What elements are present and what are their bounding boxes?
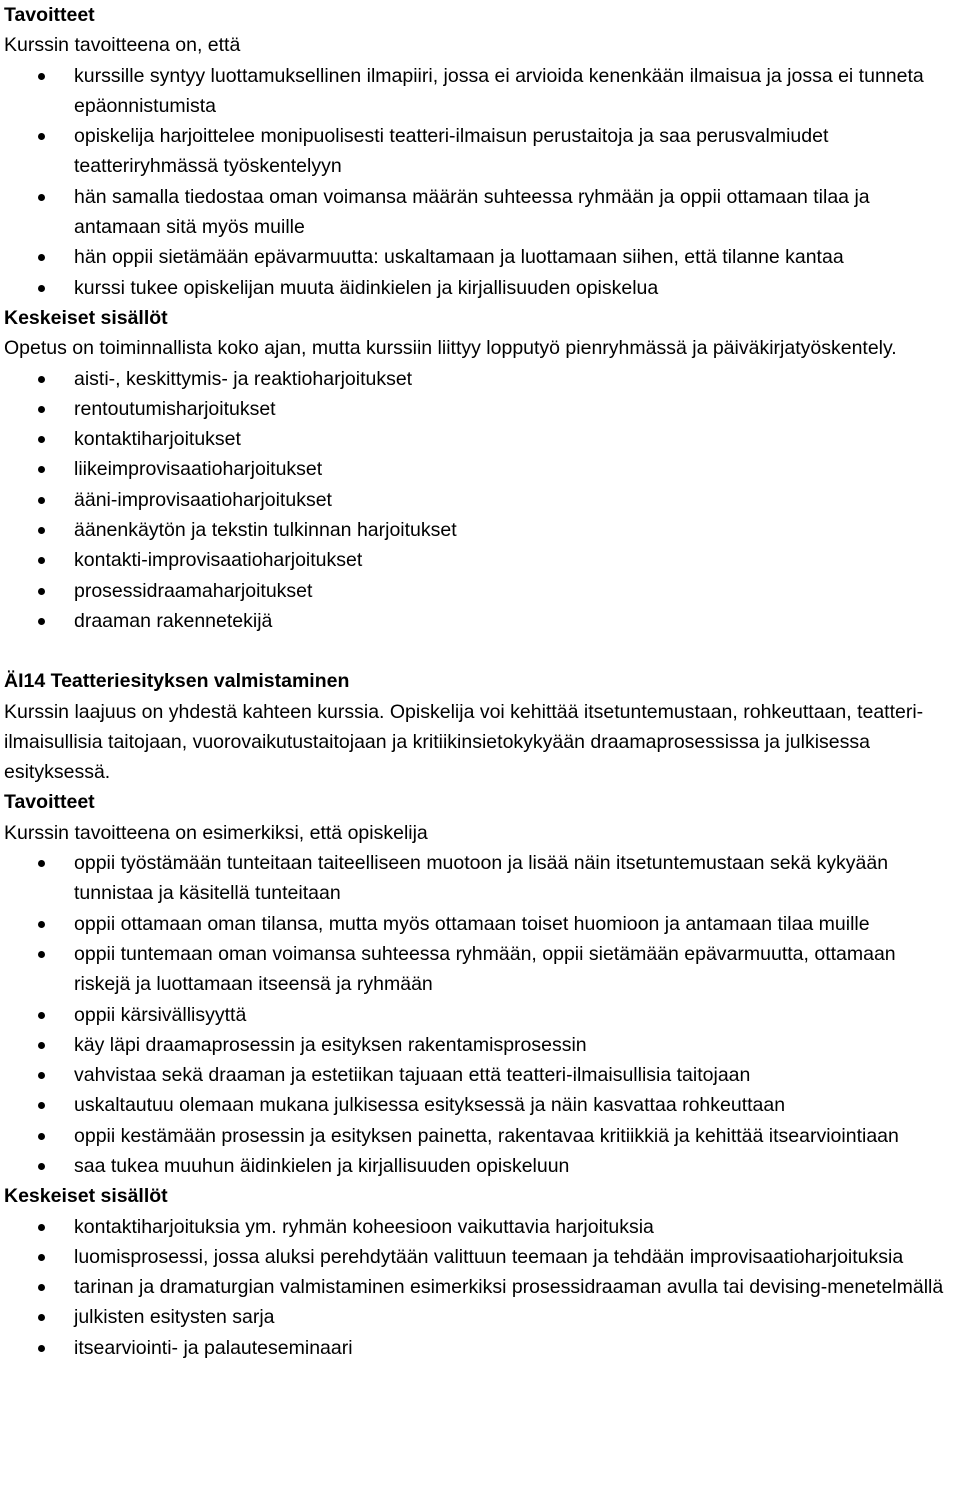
section-heading: Keskeiset sisällöt [4,306,168,329]
list-item: julkisten esitysten sarja [4,1302,956,1332]
list-item: oppii kärsivällisyyttä [4,1000,956,1030]
section-objectives-1 [4,0,956,303]
section-intro: Opetus on toiminnallista koko ajan, mutta kurssiin liittyy lopputyö pienryhmässä ja päiväkirjatyöskentely. [4,337,897,360]
list-item: itsearviointi- ja palauteseminaari [4,1333,956,1363]
list-item: oppii ottamaan oman tilansa, mutta myös ottamaan toiset huomioon ja antamaan tilaa muille [4,909,956,939]
section-intro: Kurssin tavoitteena on esimerkiksi, että opiskelija [4,821,428,844]
contents-list [4,364,956,637]
list-item: kurssille syntyy luottamuksellinen ilmapiiri, jossa ei arvioida kenenkään ilmaisua ja jossa ei tunneta epäonnistumista [4,61,956,122]
bullet-icon [38,133,45,140]
list-item: oppii tuntemaan oman voimansa suhteessa ryhmään, oppii sietämään epävarmuutta, ottamaan riskejä ja luottamaan itseensä ja ryhmään [4,939,956,1000]
list-item: käy läpi draamaprosessin ja esityksen rakentamisprosessin [4,1030,956,1060]
bullet-icon [38,557,45,564]
bullet-icon [38,436,45,443]
bullet-icon [38,1163,45,1170]
list-item: saa tukea muuhun äidinkielen ja kirjallisuuden opiskeluun [4,1151,956,1181]
section-objectives-2 [4,787,956,1181]
bullet-icon [38,1224,45,1231]
list-item: kurssi tukee opiskelijan muuta äidinkielen ja kirjallisuuden opiskelua [4,273,956,303]
list-item: kontaktiharjoituksia ym. ryhmän koheesioon vaikuttavia harjoituksia [4,1212,956,1242]
list-item: opiskelija harjoittelee monipuolisesti teatteri-ilmaisun perustaitoja ja saa perusvalmiudet teatteriryhmässä työskentelyyn [4,121,956,182]
bullet-icon [38,194,45,201]
section-contents-1 [4,303,956,636]
list-item: draaman rakennetekijä [4,606,956,636]
bullet-icon [38,618,45,625]
list-item: aisti-, keskittymis- ja reaktioharjoitukset [4,364,956,394]
course-title: ÄI14 Teatteriesityksen valmistaminen [4,670,350,693]
section-course [4,666,956,787]
bullet-icon [38,527,45,534]
list-item: hän samalla tiedostaa oman voimansa määrän suhteessa ryhmään ja oppii ottamaan tilaa ja antamaan sitä myös muille [4,182,956,243]
contents-list [4,1212,956,1363]
bullet-icon [38,466,45,473]
bullet-icon [38,1102,45,1109]
bullet-icon [38,1345,45,1352]
bullet-icon [38,73,45,80]
section-heading: Tavoitteet [4,791,95,814]
list-item: hän oppii sietämään epävarmuutta: uskaltamaan ja luottamaan siihen, että tilanne kantaa [4,242,956,272]
bullet-icon [38,497,45,504]
list-item: liikeimprovisaatioharjoitukset [4,454,956,484]
list-item: vahvistaa sekä draaman ja estetiikan tajuaan että teatteri-ilmaisullisia taitojaan [4,1060,956,1090]
list-item: oppii työstämään tunteitaan taiteelliseen muotoon ja lisää näin itsetuntemustaan sekä kykyään tunnistaa ja käsitellä tunteitaan [4,848,956,909]
objectives-list [4,61,956,303]
list-item: rentoutumisharjoitukset [4,394,956,424]
bullet-icon [38,1133,45,1140]
bullet-icon [38,1254,45,1261]
spacer [4,636,956,666]
list-item: äänenkäytön ja tekstin tulkinnan harjoitukset [4,515,956,545]
section-heading: Tavoitteet [4,4,95,26]
bullet-icon [38,588,45,595]
list-item: oppii kestämään prosessin ja esityksen painetta, rakentavaa kritiikkiä ja kehittää itsearviointiaan [4,1121,956,1151]
list-item: ääni-improvisaatioharjoitukset [4,485,956,515]
list-item: prosessidraamaharjoitukset [4,576,956,606]
course-description: Kurssin laajuus on yhdestä kahteen kurssia. Opiskelija voi kehittää itsetuntemustaan, rohkeuttaan, teatteri-ilmaisullisia taitojaan, vuorovaikutustaitojaan ja kritiikinsietokykyään draamaprosessissa ja julkisessa esityksessä. [4,700,924,784]
bullet-icon [38,1072,45,1079]
objectives-list [4,848,956,1181]
bullet-icon [38,1012,45,1019]
bullet-icon [38,406,45,413]
bullet-icon [38,921,45,928]
bullet-icon [38,285,45,292]
section-contents-2 [4,1181,956,1363]
bullet-icon [38,1042,45,1049]
list-item: uskaltautuu olemaan mukana julkisessa esityksessä ja näin kasvattaa rohkeuttaan [4,1090,956,1120]
bullet-icon [38,1284,45,1291]
section-heading: Keskeiset sisällöt [4,1185,168,1208]
list-item: tarinan ja dramaturgian valmistaminen esimerkiksi prosessidraaman avulla tai devising-menetelmällä [4,1272,956,1302]
bullet-icon [38,254,45,261]
bullet-icon [38,376,45,383]
list-item: kontaktiharjoitukset [4,424,956,454]
section-intro: Kurssin tavoitteena on, että [4,34,241,57]
list-item: kontakti-improvisaatioharjoitukset [4,545,956,575]
bullet-icon [38,1314,45,1321]
bullet-icon [38,951,45,958]
bullet-icon [38,860,45,867]
list-item: luomisprosessi, jossa aluksi perehdytään valittuun teemaan ja tehdään improvisaatioharjoituksia [4,1242,956,1272]
